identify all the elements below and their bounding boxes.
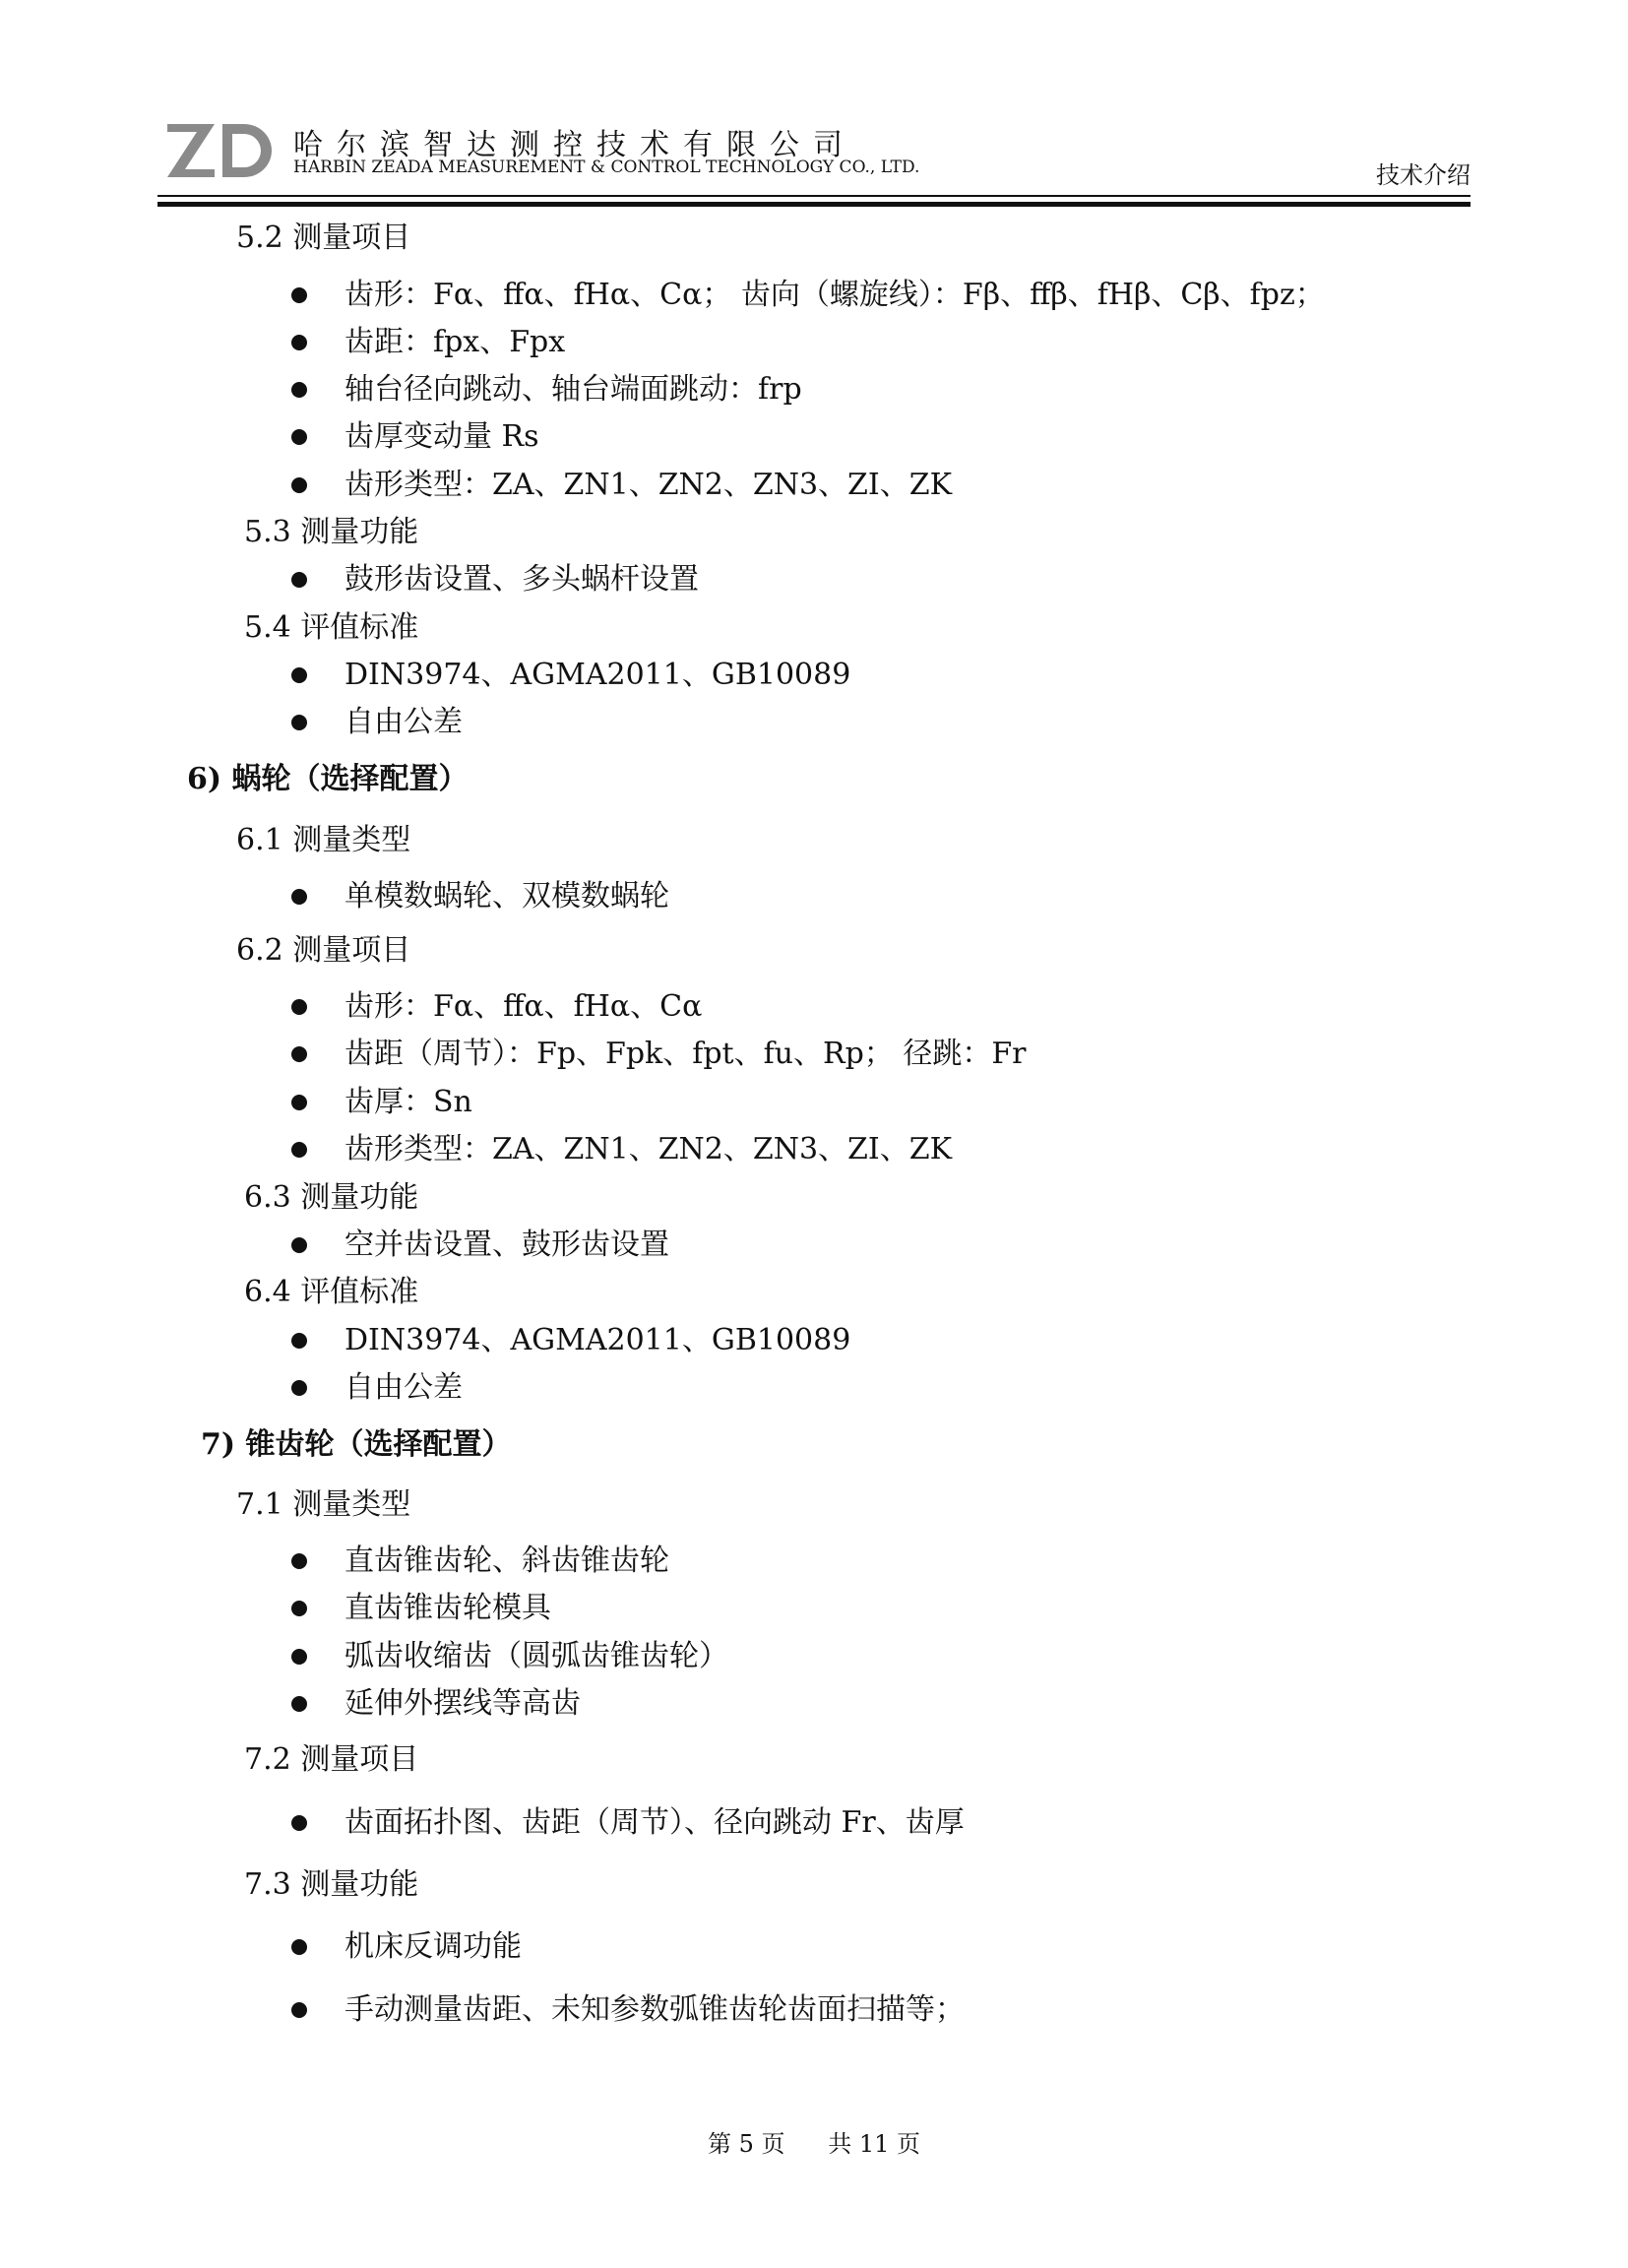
list-item: 齿厚变动量 Rs [291, 417, 1472, 457]
list-item: 齿形类型：ZA、ZN1、ZN2、ZN3、ZI、ZK [291, 466, 1472, 505]
chapter-heading: 7) 锥齿轮（选择配置） [201, 1427, 512, 1462]
company-logo [165, 120, 276, 181]
list-item: 直齿锥齿轮、斜齿锥齿轮 [291, 1542, 1472, 1581]
list-item: 齿形类型：ZA、ZN1、ZN2、ZN3、ZI、ZK [291, 1130, 1472, 1169]
section-heading: 7.3 测量功能 [244, 1867, 419, 1902]
list-item: 手动测量齿距、未知参数弧锥齿轮齿面扫描等； [291, 1990, 1472, 2030]
bullet-icon [291, 382, 307, 398]
bullet-icon [291, 715, 307, 730]
bullet-icon [291, 2002, 307, 2018]
bullet-icon [291, 1333, 307, 1349]
chapter-heading: 6) 蜗轮（选择配置） [187, 762, 469, 796]
bullet-icon [291, 1815, 307, 1831]
bullet-icon [291, 335, 307, 350]
section-heading: 5.3 测量功能 [244, 515, 419, 549]
bullet-icon [291, 1095, 307, 1110]
bullet-icon [291, 1601, 307, 1616]
document-type: 技术介绍 [1376, 161, 1471, 189]
section-heading: 7.2 测量项目 [244, 1742, 419, 1777]
header-rule-thin [157, 195, 1471, 197]
bullet-icon [291, 572, 307, 588]
list-item: 单模数蜗轮、双模数蜗轮 [291, 877, 1472, 916]
bullet-icon [291, 477, 307, 493]
list-item: 轴台径向跳动、轴台端面跳动：frp [291, 370, 1472, 410]
bullet-icon [291, 1553, 307, 1569]
list-item: 直齿锥齿轮模具 [291, 1589, 1472, 1628]
section-heading: 7.1 测量类型 [236, 1487, 411, 1522]
bullet-icon [291, 1380, 307, 1396]
list-item: 鼓形齿设置、多头蜗杆设置 [291, 560, 1472, 599]
list-item: 延伸外摆线等高齿 [291, 1684, 1472, 1724]
bullet-icon [291, 429, 307, 445]
company-name-en: HARBIN ZEADA MEASUREMENT & CONTROL TECHNOLOGY CO., LTD. [293, 158, 920, 177]
bullet-icon [291, 889, 307, 905]
page-total: 共 11 页 [828, 2130, 920, 2158]
list-item: 自由公差 [291, 703, 1472, 742]
bullet-icon [291, 287, 307, 303]
section-heading: 5.4 评值标准 [244, 610, 419, 645]
list-item: 空并齿设置、鼓形齿设置 [291, 1226, 1472, 1265]
list-item: DIN3974、AGMA2011、GB10089 [291, 1321, 1472, 1360]
section-heading: 6.2 测量项目 [236, 933, 411, 968]
bullet-icon [291, 1237, 307, 1253]
bullet-icon [291, 667, 307, 683]
bullet-icon [291, 1142, 307, 1158]
section-heading: 5.2 测量项目 [236, 220, 411, 255]
company-name-cn: 哈尔滨智达测控技术有限公司 [293, 128, 856, 162]
bullet-icon [291, 999, 307, 1015]
header-rule-thick [157, 202, 1471, 207]
list-item: 齿形：Fα、ffα、fHα、Cα [291, 987, 1472, 1027]
bullet-icon [291, 1046, 307, 1062]
list-item: DIN3974、AGMA2011、GB10089 [291, 656, 1472, 695]
list-item: 机床反调功能 [291, 1927, 1472, 1967]
list-item: 弧齿收缩齿（圆弧齿锥齿轮） [291, 1637, 1472, 1676]
page-number: 第 5 页 [708, 2130, 785, 2158]
list-item: 自由公差 [291, 1368, 1472, 1408]
bullet-icon [291, 1696, 307, 1712]
section-heading: 6.1 测量类型 [236, 823, 411, 857]
page-footer [0, 2124, 1628, 2159]
bullet-icon [291, 1939, 307, 1955]
list-item: 齿形：Fα、ffα、fHα、Cα； 齿向（螺旋线）：Fβ、ffβ、fHβ、Cβ、fpz； [291, 276, 1472, 315]
section-heading: 6.4 评值标准 [244, 1275, 419, 1309]
list-item: 齿面拓扑图、齿距（周节）、径向跳动 Fr、齿厚 [291, 1803, 1472, 1843]
list-item: 齿距：fpx、Fpx [291, 323, 1472, 362]
section-heading: 6.3 测量功能 [244, 1180, 419, 1215]
list-item: 齿距（周节）：Fp、Fpk、fpt、fu、Rp； 径跳：Fr [291, 1035, 1472, 1074]
list-item: 齿厚：Sn [291, 1083, 1472, 1122]
bullet-icon [291, 1649, 307, 1665]
